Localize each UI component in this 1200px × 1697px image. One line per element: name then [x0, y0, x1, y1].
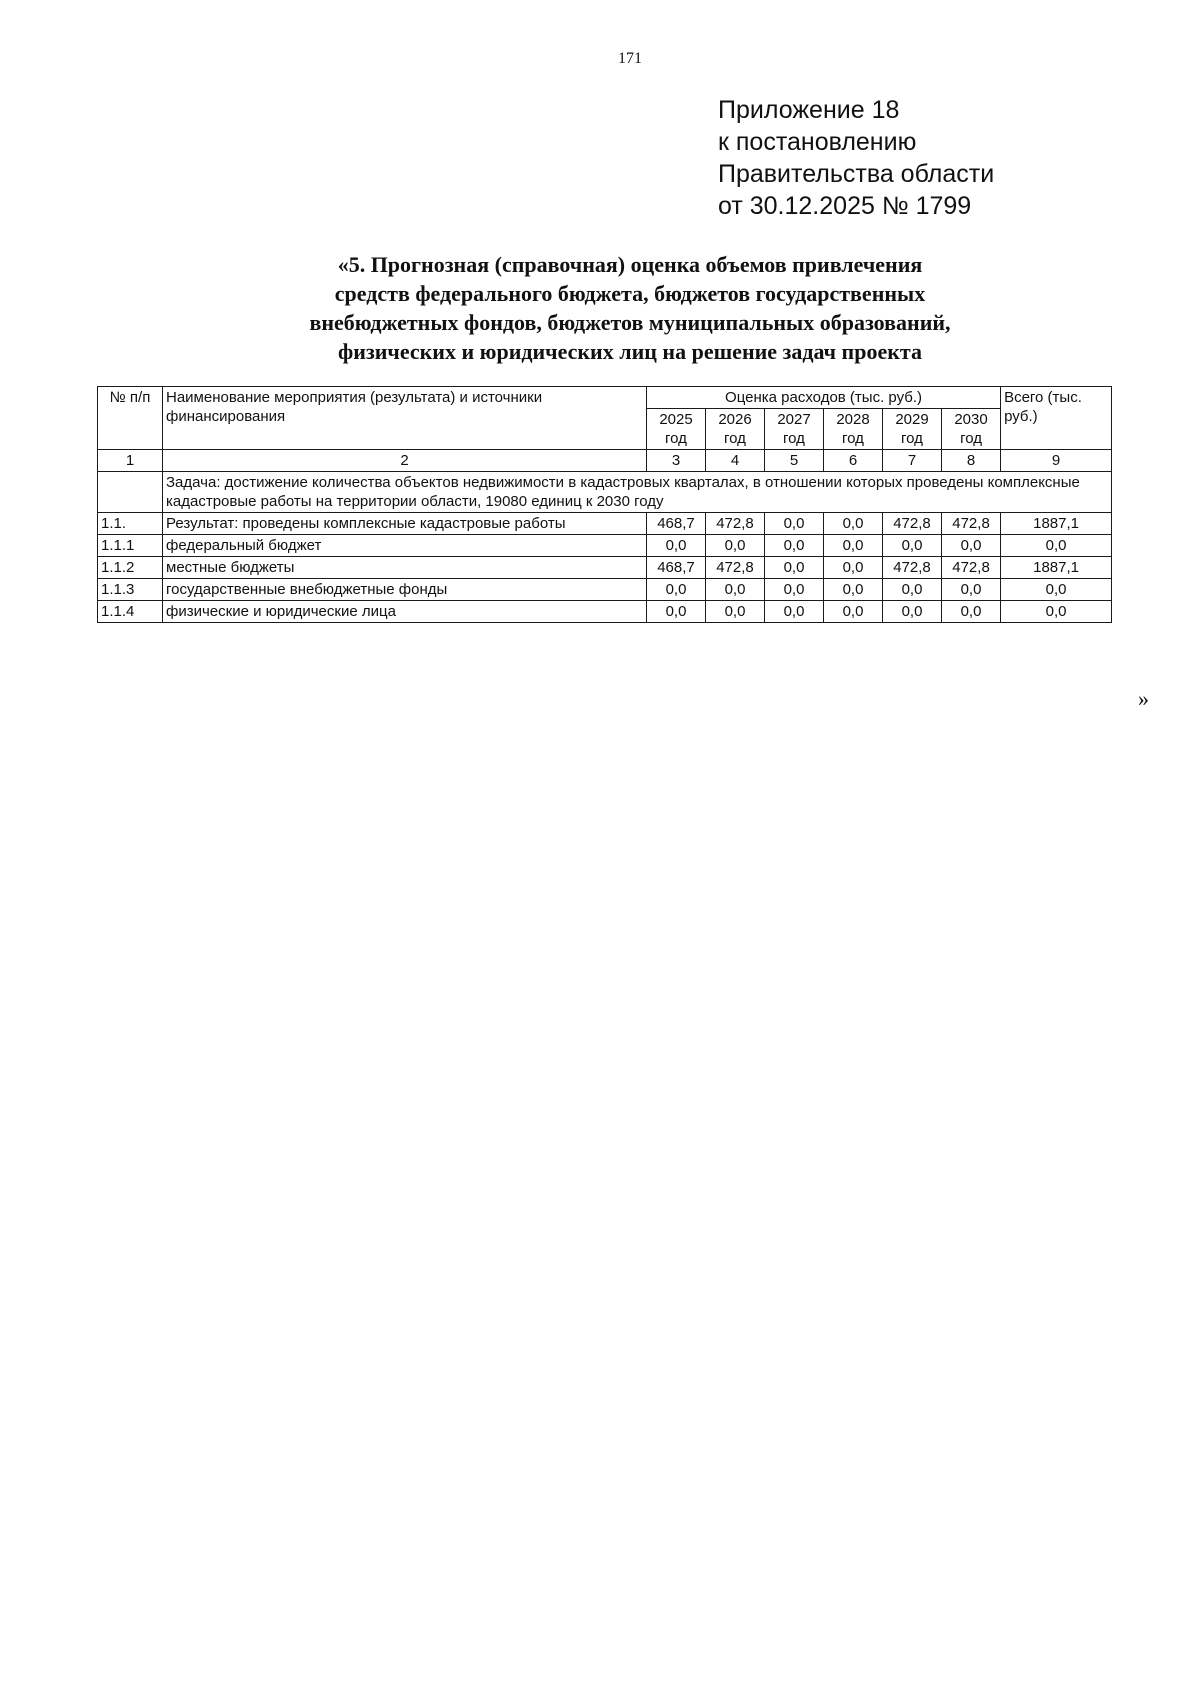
column-number-row: [98, 450, 1112, 472]
row-value: 0,0: [647, 579, 706, 601]
row-value: 0,0: [942, 601, 1001, 623]
row-value: 0,0: [824, 579, 883, 601]
header-year-word: год: [765, 429, 824, 450]
header-year: 2025: [647, 409, 706, 430]
row-value: 0,0: [647, 535, 706, 557]
row-value: 472,8: [706, 513, 765, 535]
row-value: 0,0: [706, 535, 765, 557]
header-year: 2027: [765, 409, 824, 430]
header-year-word: год: [824, 429, 883, 450]
row-value: 468,7: [647, 557, 706, 579]
row-total: 1887,1: [1001, 513, 1112, 535]
row-value: 0,0: [706, 601, 765, 623]
title-line: средств федерального бюджета, бюджетов государственных: [334, 281, 926, 306]
task-num-cell: [98, 472, 163, 513]
row-value: 0,0: [824, 535, 883, 557]
row-num: 1.1.4: [98, 601, 163, 623]
page-number: 171: [618, 50, 642, 67]
row-name: государственные внебюджетные фонды: [163, 579, 647, 601]
estimate-table: [97, 386, 1112, 623]
header-year: 2026: [706, 409, 765, 430]
row-value: 472,8: [883, 557, 942, 579]
column-number: 4: [706, 450, 765, 472]
appendix-line: к постановлению: [718, 128, 917, 156]
header-year: 2029: [883, 409, 942, 430]
column-number: 1: [98, 450, 163, 472]
task-row: [98, 472, 1112, 513]
row-name: Результат: проведены комплексные кадастровые работы: [163, 513, 647, 535]
header-row: [98, 387, 1112, 409]
header-total: Всего (тыс. руб.): [1001, 387, 1112, 450]
column-number: 8: [942, 450, 1001, 472]
row-num: 1.1.1: [98, 535, 163, 557]
row-value: 472,8: [942, 513, 1001, 535]
section-title: [250, 250, 1010, 366]
row-name: физические и юридические лица: [163, 601, 647, 623]
row-num: 1.1.2: [98, 557, 163, 579]
column-number: 6: [824, 450, 883, 472]
column-number: 3: [647, 450, 706, 472]
row-value: 0,0: [765, 557, 824, 579]
row-value: 0,0: [765, 579, 824, 601]
task-text: Задача: достижение количества объектов недвижимости в кадастровых кварталах, в отношении которых проведены комплексные кадастровые работы на территории области, 19080 единиц к 2030 году: [163, 472, 1112, 513]
row-value: 472,8: [942, 557, 1001, 579]
header-year-word: год: [883, 429, 942, 450]
row-value: 0,0: [883, 601, 942, 623]
table-row: [98, 513, 1112, 535]
row-value: 0,0: [942, 535, 1001, 557]
row-total: 1887,1: [1001, 557, 1112, 579]
row-value: 0,0: [765, 535, 824, 557]
appendix-line: Приложение 18: [718, 96, 900, 124]
row-value: 472,8: [883, 513, 942, 535]
appendix-line: Правительства области: [718, 160, 995, 188]
title-line: физических и юридических лиц на решение задач проекта: [338, 339, 922, 364]
appendix-block: [718, 94, 994, 222]
header-num: № п/п: [98, 387, 163, 450]
column-number: 7: [883, 450, 942, 472]
row-value: 0,0: [647, 601, 706, 623]
row-value: 472,8: [706, 557, 765, 579]
table-row: [98, 535, 1112, 557]
column-number: 2: [163, 450, 647, 472]
column-number: 5: [765, 450, 824, 472]
row-num: 1.1.: [98, 513, 163, 535]
row-value: 0,0: [765, 601, 824, 623]
closing-quote: »: [1138, 686, 1149, 711]
header-year-word: год: [706, 429, 765, 450]
row-value: 0,0: [706, 579, 765, 601]
header-year: 2028: [824, 409, 883, 430]
header-name: Наименование мероприятия (результата) и источники финансирования: [163, 387, 647, 450]
appendix-line: от 30.12.2025 № 1799: [718, 192, 972, 220]
row-value: 0,0: [883, 535, 942, 557]
row-value: 0,0: [883, 579, 942, 601]
row-value: 468,7: [647, 513, 706, 535]
header-year-word: год: [942, 429, 1001, 450]
row-total: 0,0: [1001, 601, 1112, 623]
table-row: [98, 579, 1112, 601]
row-num: 1.1.3: [98, 579, 163, 601]
header-year: 2030: [942, 409, 1001, 430]
row-value: 0,0: [824, 557, 883, 579]
table-row: [98, 601, 1112, 623]
header-year-word: год: [647, 429, 706, 450]
row-name: федеральный бюджет: [163, 535, 647, 557]
row-value: 0,0: [824, 513, 883, 535]
row-total: 0,0: [1001, 535, 1112, 557]
row-value: 0,0: [942, 579, 1001, 601]
row-total: 0,0: [1001, 579, 1112, 601]
header-group: Оценка расходов (тыс. руб.): [647, 387, 1001, 409]
title-line: «5. Прогнозная (справочная) оценка объемов привлечения: [337, 252, 923, 277]
row-value: 0,0: [824, 601, 883, 623]
column-number: 9: [1001, 450, 1112, 472]
title-line: внебюджетных фондов, бюджетов муниципальных образований,: [309, 310, 951, 335]
table-row: [98, 557, 1112, 579]
row-name: местные бюджеты: [163, 557, 647, 579]
row-value: 0,0: [765, 513, 824, 535]
